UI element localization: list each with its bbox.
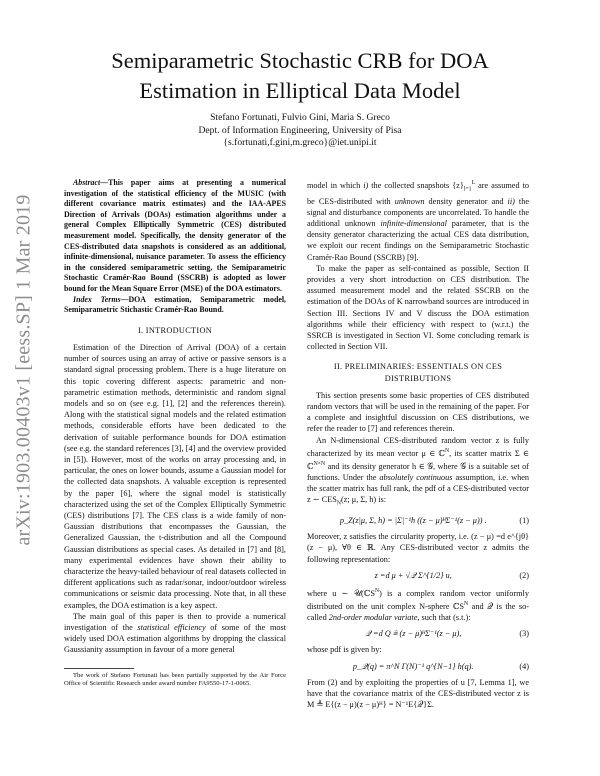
prelim-paragraph-5: whose pdf is given by: xyxy=(307,645,382,655)
intro-paragraph-1: Estimation of the Direction of Arrival (DOA) of a certain number of sources using an array of active or passive sensors is a standard signal processing problem. There is a huge literature on this topic covering different aspects: parametric and non-parametric estimation methods, deterministic and random signal models and so on (see e.g. [1], [2] and the references therein). Along with the statistical signal models and the related estimation methods, considerable efforts have been dedicated to the derivation of suitable performance bounds for DOA estimation (see e.g. the standard references [3], [4] and the overview provided in [5]). However, most of the works on array processing and, in particular, the ones on lower bounds, assume a Gaussian model for the collected data snapshots. A valuable exception is represented by the paper [6], where the signal model is statistically characterized using the set of the Complex Elliptically Symmetric (CES) distributions [7]. The CES class is a wide family of non-Gaussian distributions that encompasses the Gaussian, the Generalized Gaussian, the t-distribution and all the Compound Gaussian distributions as special cases. As detailed in [7] and [8], many experimental evidences have shown their ability to characterize the heavy-tailed behaviour of real datasets collected in different applications such as radar/sonar, indoor/outdoor wireless communications or seismic data processing. Note that, in all these examples, the DOA estimation is a key aspect. xyxy=(64,342,286,610)
email: {s.fortunati,f.gini,m.greco}@iet.unipi.it xyxy=(223,137,377,148)
arxiv-identifier: arXiv:1903.00403v1 [eess.SP] 1 Mar 2019 xyxy=(12,194,35,546)
funding-footnote: The work of Stefano Fortunati has been partially supported by the Air Force Office of Scientific Research under award number FA9550-17-1-0065. xyxy=(64,671,286,687)
equation-4: p_𝒬(q) = π^N Γ(N)⁻¹ q^{N−1} h(q). (4) xyxy=(352,661,529,671)
section-heading-preliminaries: II. PRELIMINARIES: ESSENTIALS ON CES DISTRIBUTIONS xyxy=(333,362,503,383)
prelim-paragraph-6: From (2) and by exploiting the properties of u [7, Lemma 1], we have that the covariance matrix of the CES-distributed vector z is M ≜ E{(z − μ)(z − μ)ᴴ} = N⁻¹E{𝒬}Σ. xyxy=(307,677,529,710)
index-terms-label: Index Terms xyxy=(73,294,121,304)
title-line-2: Estimation in Elliptical Data Model xyxy=(139,78,461,103)
author-names: Stefano Fortunati, Fulvio Gini, Maria S. Greco xyxy=(210,112,390,123)
author-block xyxy=(60,112,540,150)
equation-3: 𝒬 =d Q ≜ (z − μ)ᴴΣ⁻¹(z − μ), (3) xyxy=(365,629,529,639)
title-line-1: Semiparametric Stochastic CRB for DOA xyxy=(111,48,489,73)
equation-1: p_Z(z|μ, Σ, h) = |Σ|⁻¹h ((z − μ)ᴴΣ⁻¹(z − μ)) . (1) xyxy=(339,516,529,526)
prelim-paragraph-4: where u ∼ 𝒰(ℂS$^N$) is a complex random vector uniformly distributed on the unit complex N-sphere ℂS$^N$ and 𝒬 is the so-called 2nd-order modular variate, such that (s.t.): xyxy=(307,588,530,622)
affiliation: Dept. of Information Engineering, University of Pisa xyxy=(198,124,402,136)
paper-title xyxy=(60,46,540,106)
intro-paragraph-2: The main goal of this paper is then to provide a numerical investigation of the statistical efficiency of some of the most widely used DOA estimation algorithms by dropping the classical Gaussianity assumption in favour of a more general xyxy=(64,611,286,655)
abstract xyxy=(64,178,286,295)
prelim-paragraph-1: This section presents some basic properties of CES distributed random vectors that will be used in the remaining of the paper. For a complete and insightful discussion on CES distributions, we refer the reader to [7] and references therein. xyxy=(307,390,529,434)
prelim-paragraph-3: Moreover, z satisfies the circularity property, i.e. (z − μ) =d e^{jθ}(z − μ), ∀θ ∈ ℝ. Any CES-distributed vector z admits the following representation: xyxy=(307,532,529,564)
index-terms xyxy=(64,295,286,316)
right-column xyxy=(307,178,529,710)
intro-paragraph-3: model in which i) the collected snapshots $\{z\}_{l=1}^L$ are assumed to be CES-distributed with unknown density generator and ii) the signal and disturbance components are uncorrelated. To handle the additional unknown infinite-dimensional parameter, that is the density generator characterizing the actual CES data distribution, we exploit our recent findings on the Semiparametric Stochastic Cramér-Rao Bound (SSCRB) [9]. xyxy=(307,180,530,262)
section-heading-introduction: I. INTRODUCTION xyxy=(137,325,213,335)
left-column xyxy=(64,178,286,688)
equation-2: z =d μ + √𝒬 Σ^{1/2} u, (2) xyxy=(374,570,529,580)
abstract-text: —This paper aims at presenting a numerical investigation of the statistical efficiency of the MUSIC (with different covariance matrix estimates) and the IAA-APES Direction of Arrivals (DOAs) estimation algorithms under a general Complex Elliptically Symmetric (CES) distributed measurement model. Specifically, the density generator of the CES-distributed data snapshots is considered as an additional, infinite-dimensional, nuisance parameter. To assess the efficiency in the considered semiparametric setting, the Semiparametric Stochastic Cramér-Rao Bound (SSCRB) is adopted as lower bound for the Mean Square Error (MSE) of the DOA estimators. xyxy=(64,178,286,293)
abstract-label: Abstract xyxy=(73,178,101,187)
footnote-rule xyxy=(64,668,134,669)
intro-paragraph-4: To make the paper as self-contained as possible, Section II provides a very short introduction on CES distribution. The assumed measurement model and the related SSCRB on the estimation of the DOAs of K narrowband sources are introduced in Section III. Sections IV and V discuss the DOA estimation algorithms while their efficiency with respect to (w.r.t.) the SSRCB is investigated in Section VI. Some concluding remark is collected in Section VII. xyxy=(307,263,529,352)
index-terms-text: —DOA estimation, Semiparametric model, Semiparametric Stichastic Cramér-Rao Bound. xyxy=(64,294,286,315)
prelim-paragraph-2: An N-dimensional CES-distributed random vector z is fully characterized by its mean vector μ ∈ ℂ$^N$, its scatter matrix Σ ∈ ℂ$^{N\times N}$ and its density generator h ∈ 𝒢, where 𝒢 is a suitable set of functions. Under the absolutely continuous assumption, i.e. when the scatter matrix has full rank, the pdf of a CES-distributed vector z ∼ $CES_N(z$; μ, Σ, h) is: xyxy=(307,435,529,507)
